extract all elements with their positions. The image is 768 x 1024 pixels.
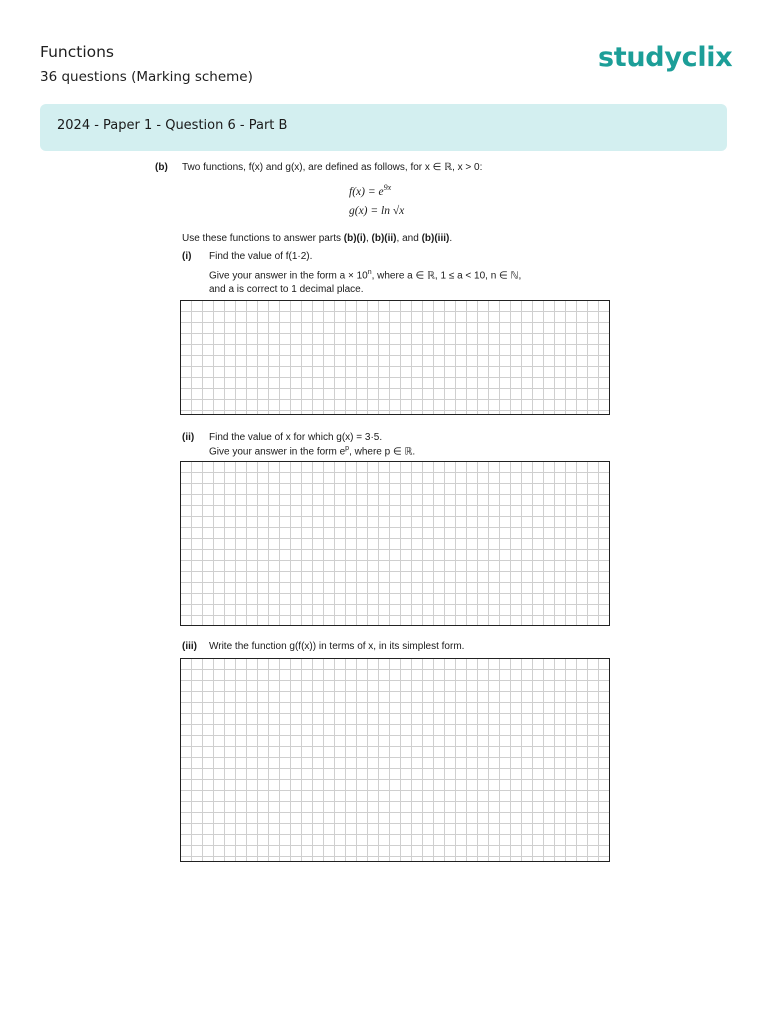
instruction-sep1: , [365, 233, 372, 244]
equation-f [349, 183, 391, 199]
part-ii-line2-pre: Give your answer in the form e [209, 446, 346, 458]
part-label-i: (i) [182, 251, 192, 262]
part-label-b: (b) [155, 162, 168, 173]
part-iii-line1: Write the function g(f(x)) in terms of x, in its simplest form. [209, 641, 465, 652]
equation-g [349, 203, 404, 218]
equation-g-text: g(x) = ln √x [349, 205, 405, 217]
instruction-end: . [449, 233, 453, 244]
instruction-part-b2: (b)(ii) [371, 233, 397, 244]
answer-grid-iii[interactable] [180, 658, 610, 862]
instruction-part-b1: (b)(i) [343, 233, 366, 244]
part-i-line2-pre: Give your answer in the form a × 10 [209, 270, 368, 282]
part-label-ii: (ii) [182, 432, 195, 443]
banner-label: 2024 - Paper 1 - Question 6 - Part B [57, 118, 288, 133]
studyclix-logo[interactable]: studyclix [598, 42, 733, 73]
question-banner [40, 104, 727, 151]
equation-f-exponent: 9x [383, 183, 392, 192]
answer-grid-ii[interactable] [180, 461, 610, 626]
instruction-pre: Use these functions to answer parts [182, 233, 344, 244]
instruction-part-b3: (b)(iii) [421, 233, 450, 244]
part-ii-line2 [209, 445, 415, 457]
part-i-line1: Find the value of f(1·2). [209, 251, 313, 262]
question-intro: Two functions, f(x) and g(x), are defined as follows, for x ∈ ℝ, x > 0: [182, 162, 483, 173]
part-i-line2 [209, 269, 521, 281]
instruction-line [182, 233, 452, 244]
header-subtitle: 36 questions (Marking scheme) [40, 69, 253, 85]
part-i-line2-post: , where a ∈ ℝ, 1 ≤ a < 10, n ∈ ℕ, [371, 270, 522, 282]
part-ii-line1: Find the value of x for which g(x) = 3·5. [209, 432, 383, 443]
part-i-exponent: n [367, 269, 372, 276]
equation-f-text: f(x) = e [349, 186, 384, 198]
part-ii-exponent: p [345, 445, 350, 452]
answer-grid-i[interactable] [180, 300, 610, 415]
instruction-sep2: , and [396, 233, 422, 244]
part-i-line3: and a is correct to 1 decimal place. [209, 284, 364, 295]
header-title: Functions [40, 43, 115, 61]
part-label-iii: (iii) [182, 641, 197, 652]
part-ii-line2-post: , where p ∈ ℝ. [349, 446, 416, 458]
